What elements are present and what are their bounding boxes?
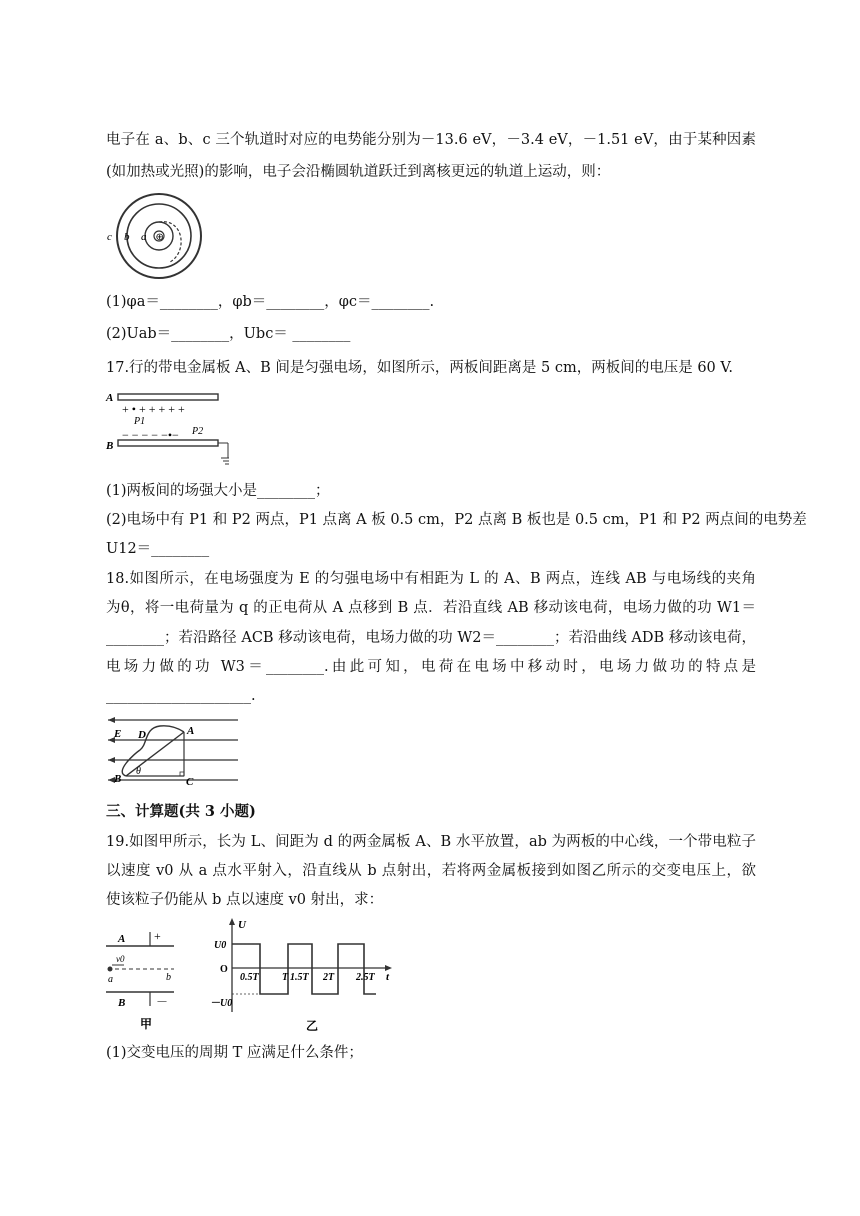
q17-text-line-1: 17.行的带电金属板 A、B 间是匀强电场，如图所示，两板间距离是 5 cm，两板间的电压是 60 V. — [106, 360, 733, 376]
field-label-E: E — [114, 728, 122, 740]
q19-text-line-3: 使该粒子仍能从 b 点以速度 v0 射出，求： — [106, 892, 384, 908]
q17-sub-2-line-1: (2)电场中有 P1 和 P2 两点，P1 点离 A 板 0.5 cm，P2 点离 B 板也是 0.5 cm，P1 和 P2 两点间的电势差 — [106, 512, 807, 528]
tick-label-U0: U0 — [214, 940, 227, 951]
q16-sub-2: (2)Uab＝________，Ubc＝ ________ — [106, 326, 351, 342]
q17-sub-2-line-2: U12＝________ — [106, 541, 210, 557]
section-heading: 三、计算题(共 3 小题) — [106, 803, 256, 820]
metal-plates-diagram-jia — [104, 922, 184, 1034]
q16-text-line-1: 电子在 a、b、c 三个轨道时对应的电势能分别为－13.6 eV，－3.4 eV，－1.51 eV，由于某种因素 — [106, 132, 756, 148]
axis-label-t: t — [386, 971, 390, 983]
minus-terminal: － — [156, 995, 169, 1009]
q19-text-line-2: 以速度 v0 从 a 点水平射入，沿直线从 b 点射出，若将两金属板接到如图乙所示的交变电压上，欲 — [106, 863, 756, 879]
plate-label-B: B — [118, 997, 126, 1009]
q19-sub-1: (1)交变电压的周期 T 应满足什么条件； — [106, 1045, 363, 1061]
orbit-label-a: a — [141, 231, 147, 243]
plate-label-A: A — [106, 392, 114, 404]
point-label-A: A — [187, 725, 195, 737]
svg-text:− − − − −•−: − − − − −•− — [122, 428, 179, 442]
tick-label-T: T — [282, 972, 289, 983]
point-label-B: B — [114, 773, 122, 785]
point-label-a: a — [108, 974, 113, 985]
q18-text-line-3: ________；若沿路径 ACB 移动该电荷，电场力做的功 W2＝________；若沿曲线 ADB 移动该电荷， — [106, 630, 756, 646]
origin-label: O — [220, 964, 228, 975]
square-wave-graph-yi — [210, 916, 396, 1034]
q16-text-line-2: (如加热或光照)的影响，电子会沿椭圆轨道跃迁到离核更远的轨道上运动，则： — [106, 164, 611, 180]
svg-text:+ • + + + + +: + • + + + + + — [122, 402, 185, 416]
q19-text-line-1: 19.如图甲所示，长为 L、间距为 d 的两金属板 A、B 水平放置，ab 为两板的中心线，一个带电粒子 — [106, 834, 756, 850]
tick-label-2.5T: 2.5T — [356, 972, 375, 983]
point-label-P1: P1 — [134, 416, 146, 427]
axis-label-U: U — [238, 919, 246, 931]
svg-text:⊕: ⊕ — [155, 232, 164, 243]
plate-label-B: B — [106, 440, 114, 452]
orbit-diagram — [104, 192, 214, 282]
tick-label-minus-U0: －U0 — [210, 998, 233, 1009]
tick-label-2T: 2T — [323, 972, 335, 983]
angle-label-theta: θ — [136, 766, 141, 777]
figure-caption-yi: 乙 — [306, 1019, 319, 1033]
tick-label-0.5T: 0.5T — [240, 972, 259, 983]
q18-text-line-2: 为θ，将一电荷量为 q 的正电荷从 A 点移到 B 点．若沿直线 AB 移动该电荷，电场力做的功 W1＝ — [106, 600, 756, 616]
point-label-b: b — [166, 972, 171, 983]
q18-text-line-4: 电场力做的功 W3＝________.由此可知，电荷在电场中移动时，电场力做功的特点是 — [106, 659, 756, 675]
uniform-field-diagram — [104, 710, 244, 790]
parallel-plates-diagram — [104, 388, 229, 468]
velocity-label: v0 — [116, 954, 125, 964]
point-label-C: C — [186, 776, 194, 788]
plus-terminal: + — [154, 929, 161, 943]
q18-text-line-5: ____________________. — [106, 688, 256, 704]
point-label-P2: P2 — [192, 426, 204, 437]
figure-caption-jia: 甲 — [140, 1017, 153, 1031]
orbit-label-b: b — [124, 231, 130, 243]
plate-label-A: A — [118, 933, 126, 945]
orbit-label-c: c — [107, 231, 112, 243]
q16-sub-1: (1)φa＝________，φb＝________，φc＝________. — [106, 294, 435, 310]
tick-label-1.5T: 1.5T — [290, 972, 309, 983]
point-label-D: D — [138, 729, 146, 741]
q18-text-line-1: 18.如图所示，在电场强度为 E 的匀强电场中有相距为 L 的 A、B 两点，连线 AB 与电场线的夹角 — [106, 571, 756, 587]
q17-sub-1: (1)两板间的场强大小是________； — [106, 483, 330, 499]
